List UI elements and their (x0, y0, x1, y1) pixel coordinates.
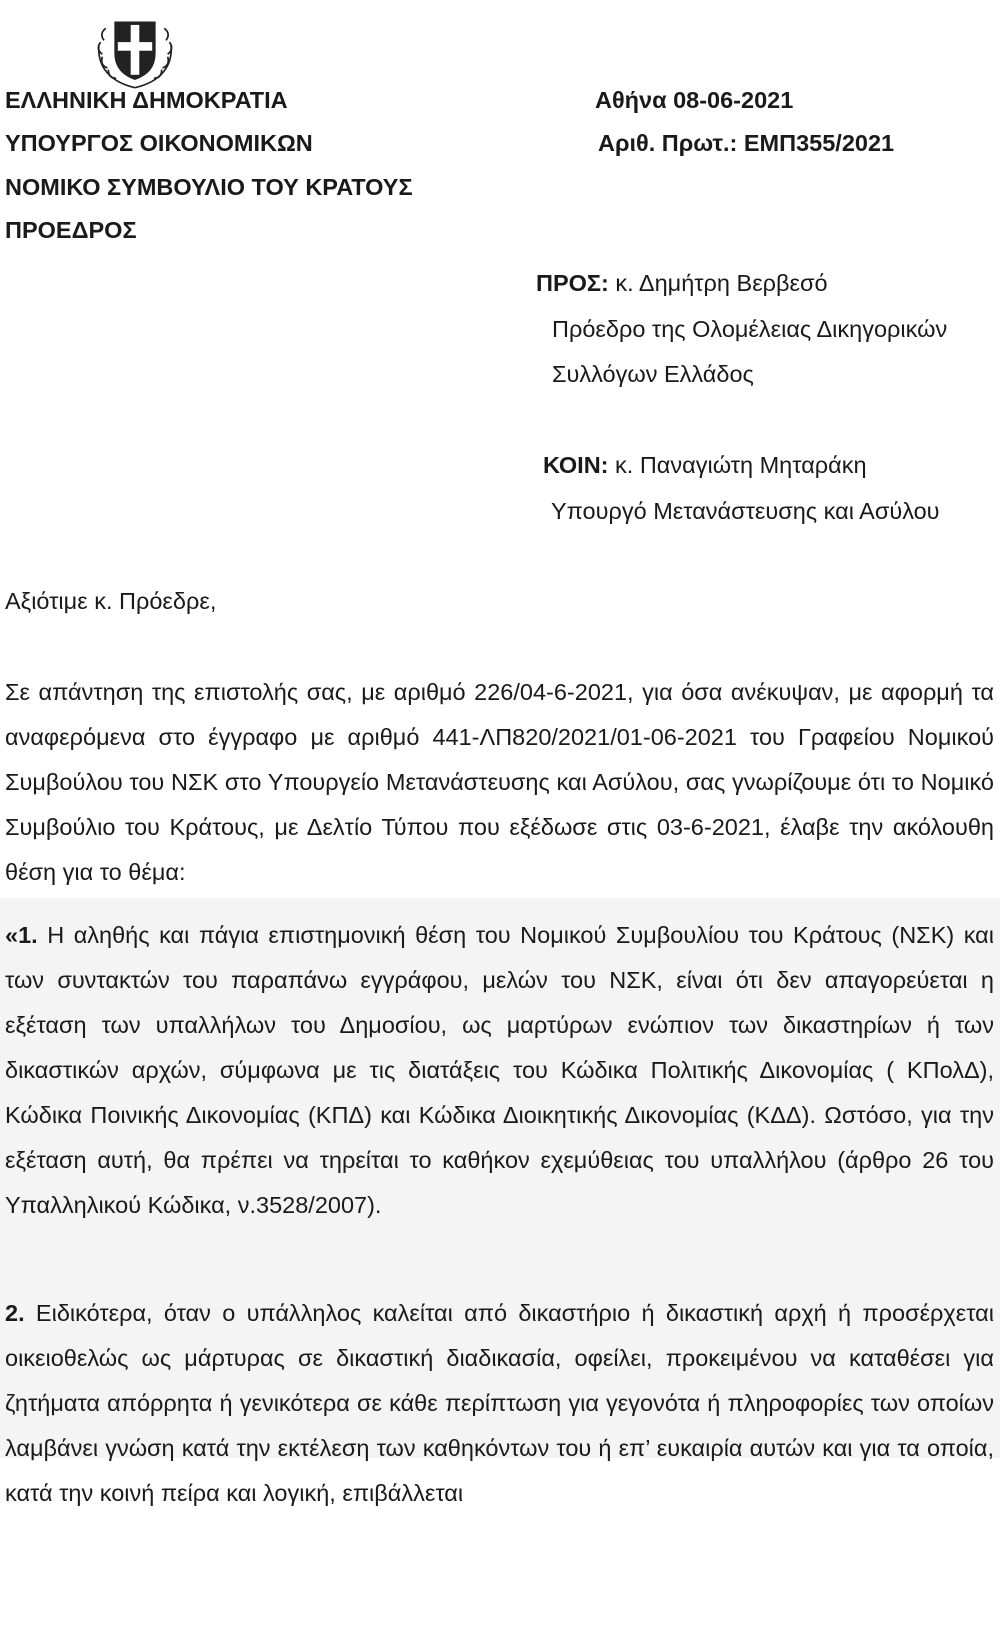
header-republic: ΕΛΛΗΝΙΚΗ ΔΗΜΟΚΡΑΤΙΑ (5, 87, 288, 113)
recipient-org: Συλλόγων Ελλάδος (552, 361, 754, 387)
document-date: Αθήνα 08-06-2021 (595, 87, 794, 113)
paragraph-1-number: «1. (5, 922, 38, 948)
cc-label: ΚΟΙΝ: (543, 452, 609, 478)
protocol-number: Αριθ. Πρωτ.: ΕΜΠ355/2021 (598, 130, 895, 156)
paragraph-2-text: Ειδικότερα, όταν ο υπάλληλος καλείται από δικαστήριο ή δικαστική αρχή ή προσέρχεται οικειοθελώς ως μάρτυρας σε δικαστική διαδικασία, οφείλει, προκειμένου να καταθέσει για ζητήματα απόρρητα ή γενικότερα σε κάθε περίπτωση για γεγονότα ή πληροφορίες των οποίων λαμβάνει γνώση κατά την εκτέλεση των καθηκόντων του ή επ’ ευκαιρία αυτών και για τα οποία, κατά την κοινή πείρα και λογική, επιβάλλεται (5, 1300, 994, 1506)
recipient-title: Πρόεδρο της Ολομέλειας Δικηγορικών (552, 316, 948, 342)
header-president: ΠΡΟΕΔΡΟΣ (5, 217, 137, 243)
cc-title: Υπουργό Μετανάστευσης και Ασύλου (551, 498, 940, 524)
recipient-name: κ. Δημήτρη Βερβεσό (608, 270, 828, 296)
cc-name: κ. Παναγιώτη Μηταράκη (608, 452, 867, 478)
salutation: Αξιότιμε κ. Πρόεδρε, (5, 588, 217, 614)
paragraph-2 (5, 1291, 994, 1516)
paragraph-1-text: Η αληθής και πάγια επιστημονική θέση του Νομικού Συμβουλίου του Κράτους (ΝΣΚ) και των συντακτών του παραπάνω εγγράφου, μελών του ΝΣΚ, είναι ότι δεν απαγορεύεται η εξέταση των υπαλλήλων του Δημοσίου, ως μαρτύρων ενώπιον των δικαστηρίων ή των δικαστικών αρχών, σύμφωνα με τις διατάξεις του Κώδικα Πολιτικής Δικονομίας ( ΚΠολΔ), Κώδικα Ποινικής Δικονομίας (ΚΠΔ) και Κώδικα Διοικητικής Δικονομίας (ΚΔΔ). Ωστόσο, για την εξέταση αυτή, θα πρέπει να τηρείται το καθήκον εχεμύθειας του υπαλλήλου (άρθρο 26 του Υπαλληλικού Κώδικα, ν.3528/2007). (5, 922, 994, 1218)
recipient-label: ΠΡΟΣ: (536, 270, 609, 296)
paragraph-2-number: 2. (5, 1300, 25, 1326)
paragraph-1 (5, 913, 994, 1228)
cc-line (543, 454, 867, 478)
header-council: ΝΟΜΙΚΟ ΣΥΜΒΟΥΛΙΟ ΤΟΥ ΚΡΑΤΟΥΣ (5, 174, 413, 200)
header-ministry: ΥΠΟΥΡΓΟΣ ΟΙΚΟΝΟΜΙΚΩΝ (5, 130, 313, 156)
recipient-line (536, 272, 828, 296)
intro-paragraph: Σε απάντηση της επιστολής σας, με αριθμό 226/04-6-2021, για όσα ανέκυψαν, με αφορμή τα αναφερόμενα στο έγγραφο με αριθμό 441-ΛΠ820/2021/01-06-2021 του Γραφείου Νομικού Συμβούλου του ΝΣΚ στο Υπουργείο Μετανάστευσης και Ασύλου, σας γνωρίζουμε ότι το Νομικό Συμβούλιο του Κράτους, με Δελτίο Τύπου που εξέδωσε στις 03-6-2021, έλαβε την ακόλουθη θέση για το θέμα: (5, 679, 994, 885)
coat-of-arms-emblem (92, 6, 178, 92)
